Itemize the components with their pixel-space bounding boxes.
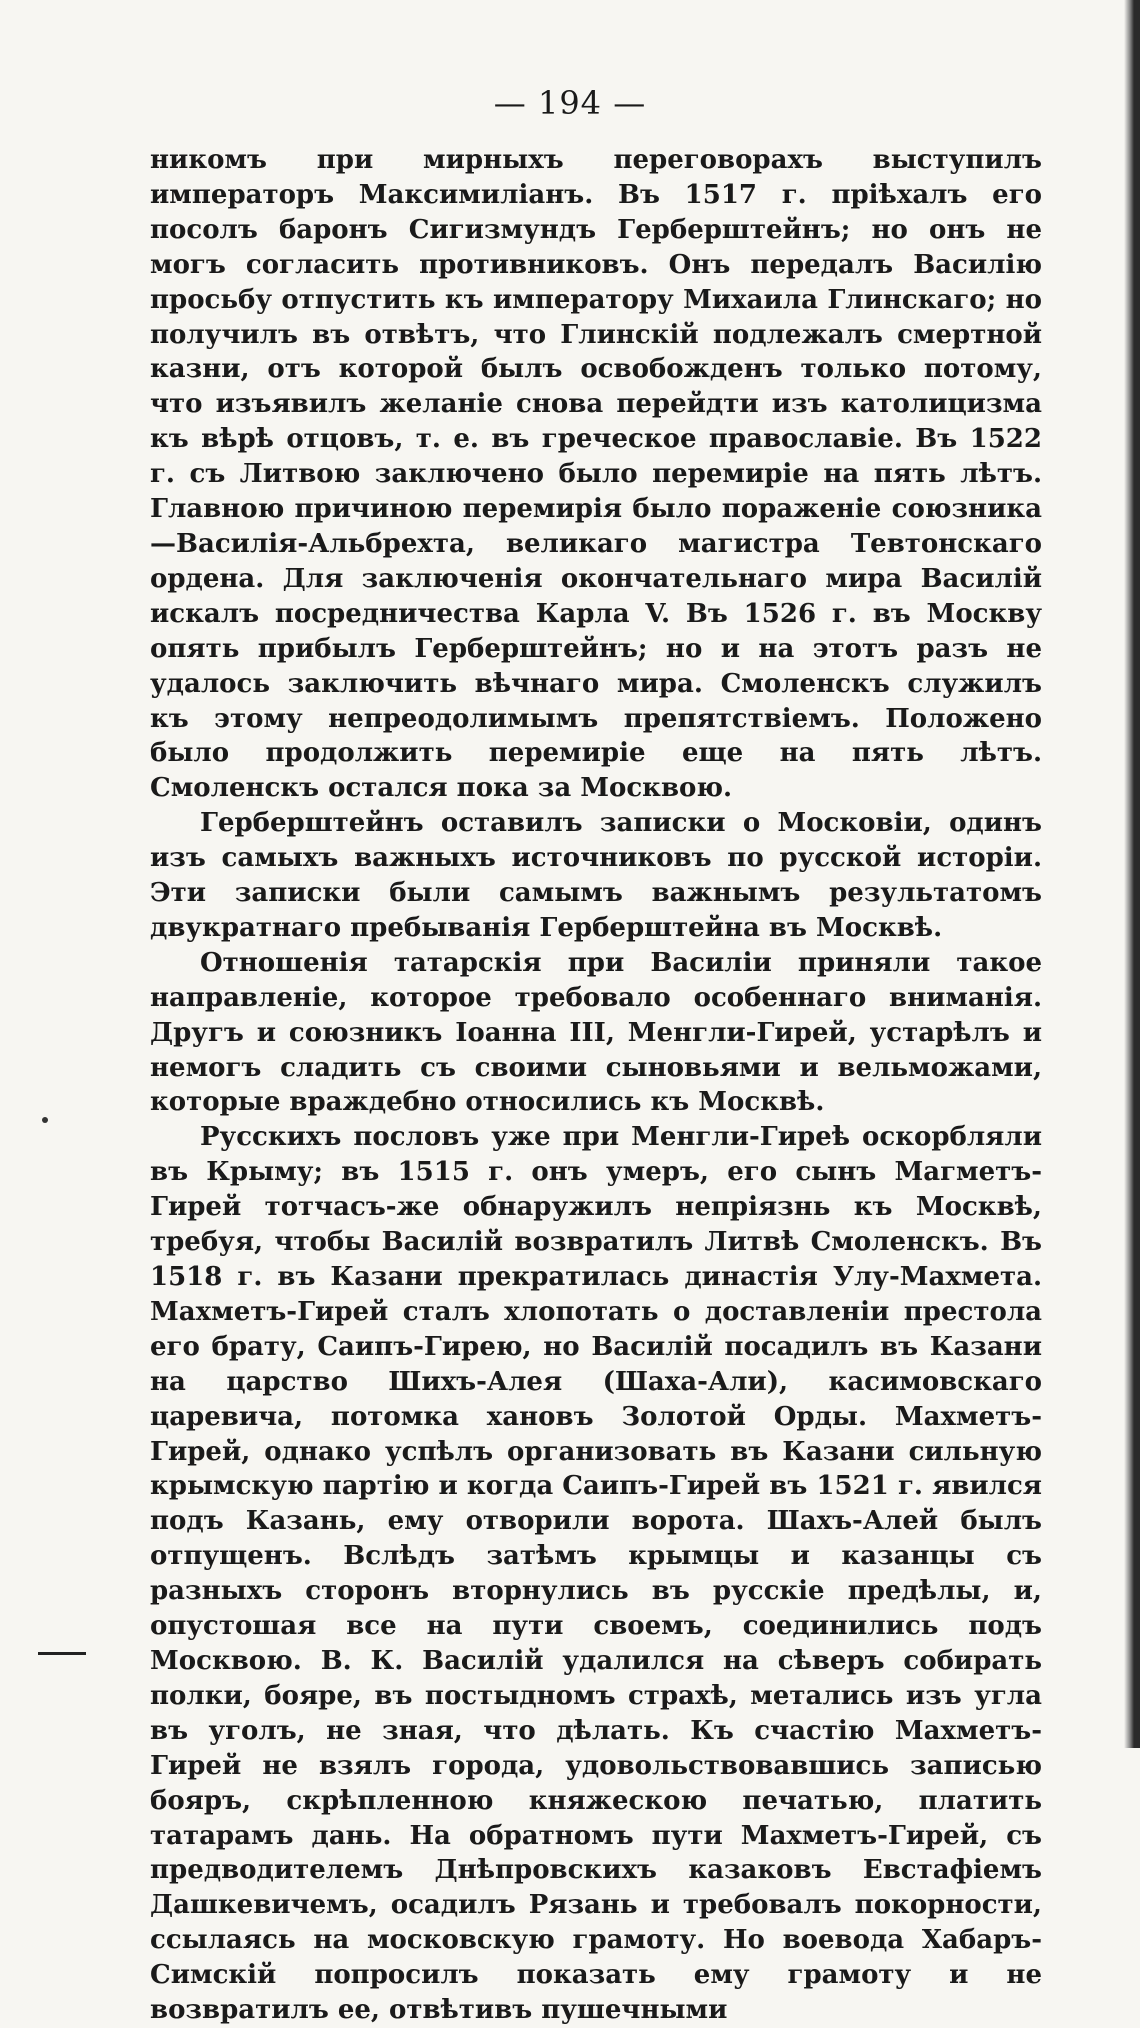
body-text <box>150 143 1042 2028</box>
paragraph-3: Отношенія татарскія при Василіи приняли такое направленіе, которое требовало особеннаго вниманія. Другъ и союзникъ Іоанна III, Менгли-Гирей, устарѣлъ и немогъ сладить съ своими сыновьями и вельможами, которые враждебно относились къ Москвѣ. <box>150 947 1042 1118</box>
page-binding-edge <box>1124 0 1140 1748</box>
scan-mark <box>38 1652 86 1655</box>
paragraph-2: Герберштейнъ оставилъ записки о Московіи, одинъ изъ самыхъ важныхъ источниковъ по русской исторіи. Эти записки были самымъ важнымъ результатомъ двукратнаго пребыванія Герберштейна въ Москвѣ. <box>150 808 1042 943</box>
page-number: — 194 — <box>493 84 647 122</box>
paragraph-4: Русскихъ пословъ уже при Менгли-Гиреѣ оскорбляли въ Крыму; въ 1515 г. онъ умеръ, его сынъ Магметъ-Гирей тотчасъ-же обнаружилъ непріязнь къ Москвѣ, требуя, чтобы Василій возвратилъ Литвѣ Смоленскъ. Въ 1518 г. въ Казани прекратилась династія Улу-Махмета. Махметъ-Гирей сталъ хлопотать о доставленіи престола его брату, Саипъ-Гирею, но Василій посадилъ въ Казани на царство Шихъ-Алея (Шаха-Али), касимовскаго царевича, потомка хановъ Золотой Орды. Махметъ-Гирей, однако успѣлъ организовать въ Казани сильную крымскую партію и когда Саипъ-Гирей въ 1521 г. явился подъ Казань, ему отворили ворота. Шахъ-Алей былъ отпущенъ. Вслѣдъ затѣмъ крымцы и казанцы съ разныхъ сторонъ вторнулись въ русскіе предѣлы, и, опустошая все на пути своемъ, соединились подъ Москвою. В. К. Василій удалился на сѣверъ собирать полки, бояре, въ постыдномъ страхѣ, метались изъ угла въ уголъ, не зная, что дѣлать. Къ счастію Махметъ-Гирей не взялъ города, удовольствовавшись записью бояръ, скрѣпленною княжескою печатью, платить татарамъ дань. На обратномъ пути Махметъ-Гирей, съ предводителемъ Днѣпровскихъ казаковъ Евстафіемъ Дашкевичемъ, осадилъ Рязань и требовалъ покорности, ссылаясь на московскую грамоту. Но воевода Хабаръ-Симскій попросилъ показать ему грамоту и не возвратилъ ее, отвѣтивъ пушечными <box>150 1122 1042 2026</box>
scan-speck <box>42 1117 48 1123</box>
paragraph-1: никомъ при мирныхъ переговорахъ выступилъ императоръ Максимиліанъ. Въ 1517 г. пріѣхалъ его посолъ баронъ Сигизмундъ Герберштейнъ; но онъ не могъ согласить противниковъ. Онъ передалъ Василію просьбу отпустить къ императору Михаила Глинскаго; но получилъ въ отвѣтъ, что Глинскій подлежалъ смертной казни, отъ которой былъ освобожденъ только потому, что изъявилъ желаніе снова перейдти изъ католицизма къ вѣрѣ отцовъ, т. е. въ греческое православіе. Въ 1522 г. съ Литвою заключено было перемиріе на пять лѣтъ. Главною причиною перемирія было пораженіе союзника—Василія-Альбрехта, великаго магистра Тевтонскаго ордена. Для заключенія окончательнаго мира Василій искалъ посредничества Карла V. Въ 1526 г. въ Москву опять прибылъ Герберштейнъ; но и на этотъ разъ не удалось заключить вѣчнаго мира. Смоленскъ служилъ къ этому непреодолимымъ препятствіемъ. Положено было продолжить перемиріе еще на пять лѣтъ. Смоленскъ остался пока за Москвою. <box>150 145 1042 804</box>
